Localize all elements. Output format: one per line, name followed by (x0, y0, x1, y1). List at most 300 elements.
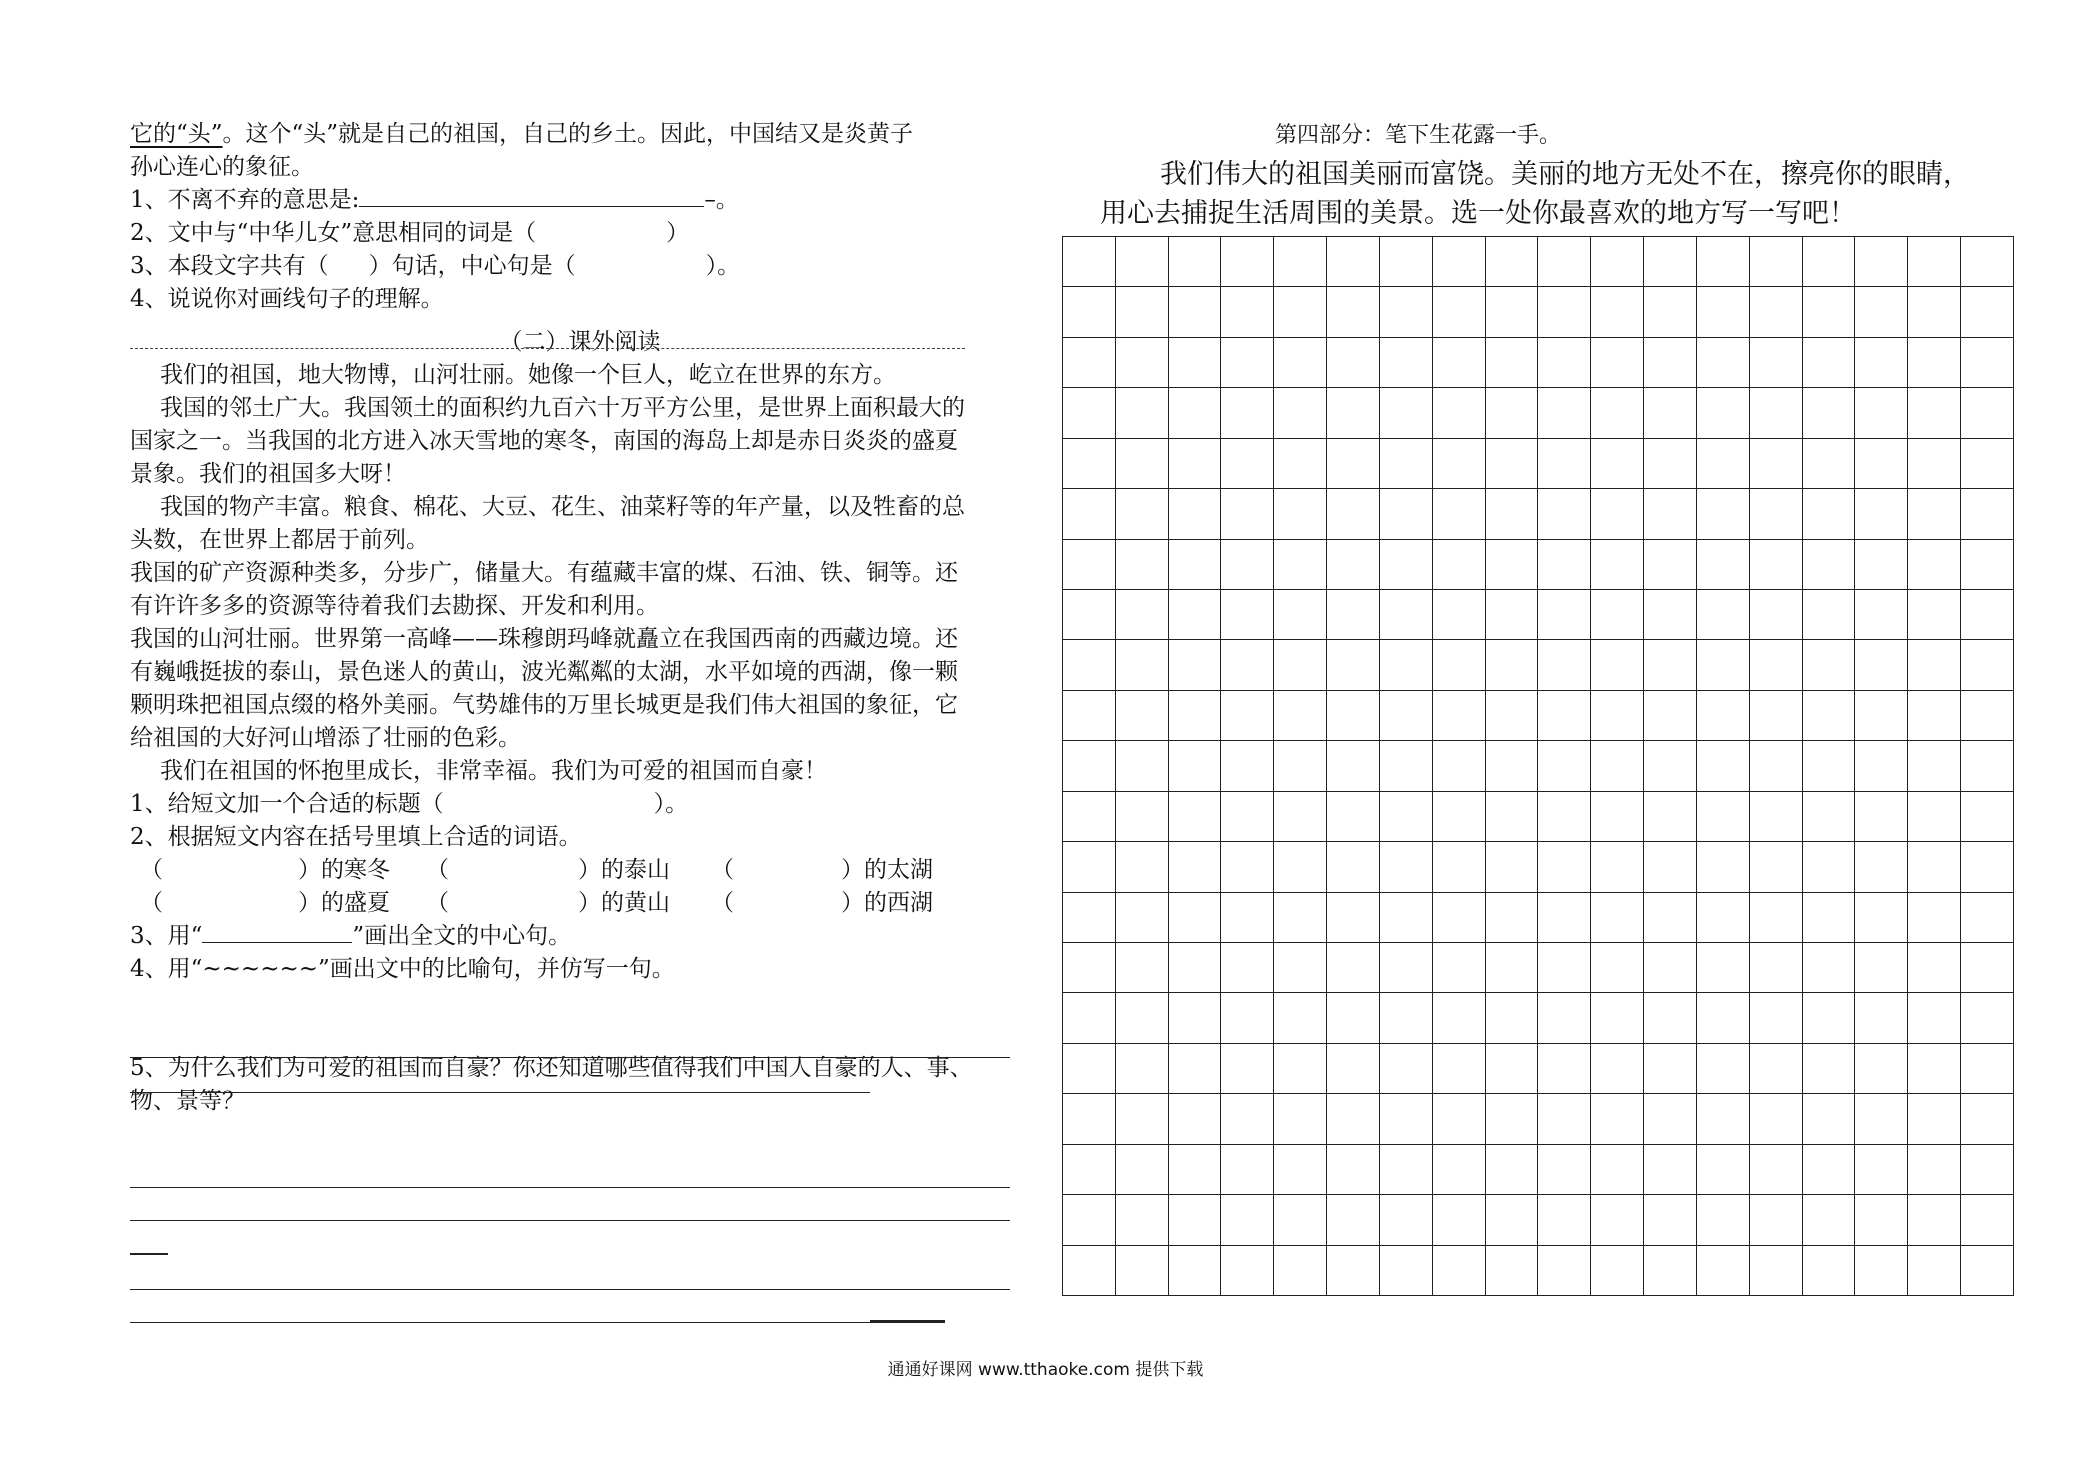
grid-cell[interactable] (1961, 741, 2014, 791)
grid-cell[interactable] (1169, 640, 1222, 690)
grid-cell[interactable] (1116, 287, 1169, 337)
grid-cell[interactable] (1116, 489, 1169, 539)
grid-cell[interactable] (1538, 943, 1591, 993)
grid-cell[interactable] (1116, 993, 1169, 1043)
grid-cell[interactable] (1803, 842, 1856, 892)
grid-cell[interactable] (1116, 1094, 1169, 1144)
grid-cell[interactable] (1327, 1044, 1380, 1094)
grid-cell[interactable] (1803, 237, 1856, 287)
grid-cell[interactable] (1961, 893, 2014, 943)
grid-cell[interactable] (1644, 439, 1697, 489)
grid-cell[interactable] (1274, 237, 1327, 287)
grid-cell[interactable] (1803, 1246, 1856, 1296)
grid-cell[interactable] (1644, 590, 1697, 640)
grid-cell[interactable] (1644, 287, 1697, 337)
grid-cell[interactable] (1803, 792, 1856, 842)
grid-cell[interactable] (1750, 842, 1803, 892)
grid-cell[interactable] (1169, 993, 1222, 1043)
grid-cell[interactable] (1486, 943, 1539, 993)
grid-cell[interactable] (1803, 439, 1856, 489)
grid-cell[interactable] (1327, 540, 1380, 590)
grid-cell[interactable] (1697, 1195, 1750, 1245)
grid-cell[interactable] (1274, 741, 1327, 791)
grid-cell[interactable] (1803, 1094, 1856, 1144)
answer-line[interactable] (130, 1289, 1010, 1290)
grid-cell[interactable] (1433, 287, 1486, 337)
grid-cell[interactable] (1327, 893, 1380, 943)
grid-cell[interactable] (1274, 489, 1327, 539)
grid-cell[interactable] (1538, 237, 1591, 287)
grid-cell[interactable] (1221, 1195, 1274, 1245)
grid-cell[interactable] (1591, 540, 1644, 590)
writing-grid[interactable] (1062, 236, 2014, 1296)
grid-cell[interactable] (1538, 993, 1591, 1043)
grid-cell[interactable] (1486, 640, 1539, 690)
grid-cell[interactable] (1380, 1094, 1433, 1144)
grid-cell[interactable] (1274, 691, 1327, 741)
grid-cell[interactable] (1486, 590, 1539, 640)
grid-cell[interactable] (1750, 691, 1803, 741)
grid-cell[interactable] (1750, 943, 1803, 993)
grid-cell[interactable] (1591, 1145, 1644, 1195)
grid-cell[interactable] (1116, 338, 1169, 388)
grid-cell[interactable] (1327, 842, 1380, 892)
grid-cell[interactable] (1221, 439, 1274, 489)
grid-cell[interactable] (1486, 792, 1539, 842)
grid-cell[interactable] (1433, 842, 1486, 892)
grid-cell[interactable] (1274, 1195, 1327, 1245)
grid-cell[interactable] (1961, 287, 2014, 337)
grid-cell[interactable] (1169, 1195, 1222, 1245)
grid-cell[interactable] (1380, 237, 1433, 287)
grid-cell[interactable] (1644, 1246, 1697, 1296)
grid-cell[interactable] (1274, 388, 1327, 438)
grid-cell[interactable] (1327, 590, 1380, 640)
grid-cell[interactable] (1433, 489, 1486, 539)
grid-cell[interactable] (1803, 1195, 1856, 1245)
grid-cell[interactable] (1697, 792, 1750, 842)
grid-cell[interactable] (1538, 287, 1591, 337)
grid-cell[interactable] (1274, 1094, 1327, 1144)
grid-cell[interactable] (1116, 1044, 1169, 1094)
grid-cell[interactable] (1697, 237, 1750, 287)
grid-cell[interactable] (1327, 1246, 1380, 1296)
grid-cell[interactable] (1327, 993, 1380, 1043)
grid-cell[interactable] (1855, 993, 1908, 1043)
grid-cell[interactable] (1486, 439, 1539, 489)
grid-cell[interactable] (1908, 1195, 1961, 1245)
grid-cell[interactable] (1750, 993, 1803, 1043)
grid-cell[interactable] (1697, 489, 1750, 539)
grid-cell[interactable] (1486, 287, 1539, 337)
grid-cell[interactable] (1063, 1246, 1116, 1296)
grid-cell[interactable] (1697, 1145, 1750, 1195)
grid-cell[interactable] (1486, 1044, 1539, 1094)
grid-cell[interactable] (1221, 540, 1274, 590)
grid-cell[interactable] (1750, 792, 1803, 842)
grid-cell[interactable] (1855, 943, 1908, 993)
grid-cell[interactable] (1486, 489, 1539, 539)
answer-line[interactable] (130, 1187, 1010, 1188)
grid-cell[interactable] (1380, 993, 1433, 1043)
grid-cell[interactable] (1433, 640, 1486, 690)
grid-cell[interactable] (1961, 439, 2014, 489)
grid-cell[interactable] (1961, 590, 2014, 640)
grid-cell[interactable] (1908, 338, 1961, 388)
answer-line[interactable] (130, 348, 965, 349)
grid-cell[interactable] (1591, 338, 1644, 388)
grid-cell[interactable] (1274, 1044, 1327, 1094)
grid-cell[interactable] (1063, 439, 1116, 489)
grid-cell[interactable] (1380, 388, 1433, 438)
grid-cell[interactable] (1169, 388, 1222, 438)
grid-cell[interactable] (1486, 1246, 1539, 1296)
grid-cell[interactable] (1486, 338, 1539, 388)
grid-cell[interactable] (1591, 590, 1644, 640)
grid-cell[interactable] (1803, 1044, 1856, 1094)
grid-cell[interactable] (1274, 1246, 1327, 1296)
grid-cell[interactable] (1380, 691, 1433, 741)
grid-cell[interactable] (1169, 943, 1222, 993)
grid-cell[interactable] (1169, 1044, 1222, 1094)
grid-cell[interactable] (1697, 540, 1750, 590)
grid-cell[interactable] (1327, 1145, 1380, 1195)
grid-cell[interactable] (1591, 489, 1644, 539)
grid-cell[interactable] (1063, 338, 1116, 388)
grid-cell[interactable] (1169, 1094, 1222, 1144)
grid-cell[interactable] (1063, 489, 1116, 539)
grid-cell[interactable] (1380, 1044, 1433, 1094)
grid-cell[interactable] (1486, 1145, 1539, 1195)
grid-cell[interactable] (1116, 943, 1169, 993)
grid-cell[interactable] (1697, 993, 1750, 1043)
grid-cell[interactable] (1169, 540, 1222, 590)
answer-line[interactable] (130, 1057, 1010, 1058)
grid-cell[interactable] (1697, 943, 1750, 993)
grid-cell[interactable] (1380, 842, 1433, 892)
grid-cell[interactable] (1961, 237, 2014, 287)
grid-cell[interactable] (1063, 388, 1116, 438)
grid-cell[interactable] (1274, 792, 1327, 842)
grid-cell[interactable] (1380, 640, 1433, 690)
grid-cell[interactable] (1697, 287, 1750, 337)
grid-cell[interactable] (1750, 1094, 1803, 1144)
grid-cell[interactable] (1750, 1044, 1803, 1094)
grid-cell[interactable] (1063, 1094, 1116, 1144)
grid-cell[interactable] (1644, 741, 1697, 791)
grid-cell[interactable] (1063, 1195, 1116, 1245)
grid-cell[interactable] (1908, 792, 1961, 842)
grid-cell[interactable] (1908, 1246, 1961, 1296)
grid-cell[interactable] (1433, 993, 1486, 1043)
grid-cell[interactable] (1644, 1044, 1697, 1094)
grid-cell[interactable] (1750, 237, 1803, 287)
grid-cell[interactable] (1961, 1044, 2014, 1094)
grid-cell[interactable] (1538, 842, 1591, 892)
grid-cell[interactable] (1697, 893, 1750, 943)
grid-cell[interactable] (1486, 388, 1539, 438)
grid-cell[interactable] (1538, 1094, 1591, 1144)
grid-cell[interactable] (1380, 741, 1433, 791)
grid-cell[interactable] (1750, 540, 1803, 590)
grid-cell[interactable] (1750, 489, 1803, 539)
grid-cell[interactable] (1433, 741, 1486, 791)
grid-cell[interactable] (1908, 1044, 1961, 1094)
grid-cell[interactable] (1169, 590, 1222, 640)
grid-cell[interactable] (1803, 590, 1856, 640)
grid-cell[interactable] (1908, 842, 1961, 892)
grid-cell[interactable] (1644, 540, 1697, 590)
grid-cell[interactable] (1433, 1195, 1486, 1245)
grid-cell[interactable] (1116, 893, 1169, 943)
answer-line[interactable] (130, 1253, 168, 1255)
grid-cell[interactable] (1221, 691, 1274, 741)
grid-cell[interactable] (1116, 792, 1169, 842)
grid-cell[interactable] (1591, 1044, 1644, 1094)
grid-cell[interactable] (1063, 792, 1116, 842)
grid-cell[interactable] (1591, 1094, 1644, 1144)
grid-cell[interactable] (1538, 741, 1591, 791)
grid-cell[interactable] (1538, 439, 1591, 489)
grid-cell[interactable] (1221, 1044, 1274, 1094)
grid-cell[interactable] (1803, 691, 1856, 741)
grid-cell[interactable] (1855, 842, 1908, 892)
grid-cell[interactable] (1538, 691, 1591, 741)
grid-cell[interactable] (1750, 287, 1803, 337)
answer-line[interactable] (130, 1220, 1010, 1221)
grid-cell[interactable] (1908, 540, 1961, 590)
grid-cell[interactable] (1380, 943, 1433, 993)
grid-cell[interactable] (1591, 691, 1644, 741)
grid-cell[interactable] (1803, 489, 1856, 539)
grid-cell[interactable] (1433, 439, 1486, 489)
grid-cell[interactable] (1327, 792, 1380, 842)
grid-cell[interactable] (1855, 1195, 1908, 1245)
grid-cell[interactable] (1591, 943, 1644, 993)
grid-cell[interactable] (1221, 1246, 1274, 1296)
grid-cell[interactable] (1221, 893, 1274, 943)
grid-cell[interactable] (1221, 1145, 1274, 1195)
grid-cell[interactable] (1433, 237, 1486, 287)
grid-cell[interactable] (1961, 691, 2014, 741)
grid-cell[interactable] (1908, 237, 1961, 287)
grid-cell[interactable] (1803, 540, 1856, 590)
grid-cell[interactable] (1591, 741, 1644, 791)
grid-cell[interactable] (1697, 388, 1750, 438)
grid-cell[interactable] (1697, 1044, 1750, 1094)
grid-cell[interactable] (1169, 691, 1222, 741)
grid-cell[interactable] (1538, 792, 1591, 842)
grid-cell[interactable] (1380, 287, 1433, 337)
grid-cell[interactable] (1697, 640, 1750, 690)
grid-cell[interactable] (1538, 893, 1591, 943)
grid-cell[interactable] (1855, 640, 1908, 690)
grid-cell[interactable] (1063, 237, 1116, 287)
grid-cell[interactable] (1274, 1145, 1327, 1195)
grid-cell[interactable] (1538, 1044, 1591, 1094)
grid-cell[interactable] (1591, 893, 1644, 943)
grid-cell[interactable] (1538, 388, 1591, 438)
grid-cell[interactable] (1538, 1145, 1591, 1195)
grid-cell[interactable] (1750, 439, 1803, 489)
grid-cell[interactable] (1380, 590, 1433, 640)
grid-cell[interactable] (1908, 893, 1961, 943)
grid-cell[interactable] (1803, 640, 1856, 690)
grid-cell[interactable] (1169, 741, 1222, 791)
grid-cell[interactable] (1433, 1145, 1486, 1195)
grid-cell[interactable] (1591, 439, 1644, 489)
grid-cell[interactable] (1961, 1094, 2014, 1144)
grid-cell[interactable] (1855, 1145, 1908, 1195)
grid-cell[interactable] (1908, 993, 1961, 1043)
grid-cell[interactable] (1274, 338, 1327, 388)
grid-cell[interactable] (1644, 1094, 1697, 1144)
grid-cell[interactable] (1855, 1094, 1908, 1144)
grid-cell[interactable] (1591, 640, 1644, 690)
grid-cell[interactable] (1961, 1145, 2014, 1195)
grid-cell[interactable] (1116, 237, 1169, 287)
grid-cell[interactable] (1169, 489, 1222, 539)
grid-cell[interactable] (1644, 691, 1697, 741)
grid-cell[interactable] (1908, 943, 1961, 993)
grid-cell[interactable] (1644, 993, 1697, 1043)
grid-cell[interactable] (1063, 691, 1116, 741)
grid-cell[interactable] (1274, 439, 1327, 489)
grid-cell[interactable] (1327, 338, 1380, 388)
grid-cell[interactable] (1433, 1044, 1486, 1094)
grid-cell[interactable] (1116, 388, 1169, 438)
grid-cell[interactable] (1327, 943, 1380, 993)
answer-blank[interactable] (359, 186, 704, 207)
grid-cell[interactable] (1486, 237, 1539, 287)
grid-cell[interactable] (1380, 489, 1433, 539)
grid-cell[interactable] (1855, 439, 1908, 489)
grid-cell[interactable] (1961, 640, 2014, 690)
grid-cell[interactable] (1169, 338, 1222, 388)
grid-cell[interactable] (1380, 893, 1433, 943)
grid-cell[interactable] (1274, 993, 1327, 1043)
grid-cell[interactable] (1380, 1145, 1433, 1195)
answer-line[interactable] (130, 1092, 870, 1093)
grid-cell[interactable] (1961, 842, 2014, 892)
grid-cell[interactable] (1591, 792, 1644, 842)
grid-cell[interactable] (1591, 993, 1644, 1043)
grid-cell[interactable] (1433, 540, 1486, 590)
grid-cell[interactable] (1486, 893, 1539, 943)
grid-cell[interactable] (1697, 691, 1750, 741)
grid-cell[interactable] (1433, 893, 1486, 943)
grid-cell[interactable] (1803, 943, 1856, 993)
grid-cell[interactable] (1644, 893, 1697, 943)
grid-cell[interactable] (1908, 1094, 1961, 1144)
grid-cell[interactable] (1116, 741, 1169, 791)
grid-cell[interactable] (1169, 1246, 1222, 1296)
grid-cell[interactable] (1116, 1145, 1169, 1195)
grid-cell[interactable] (1750, 1145, 1803, 1195)
grid-cell[interactable] (1433, 338, 1486, 388)
grid-cell[interactable] (1221, 741, 1274, 791)
grid-cell[interactable] (1274, 540, 1327, 590)
grid-cell[interactable] (1221, 842, 1274, 892)
grid-cell[interactable] (1855, 489, 1908, 539)
grid-cell[interactable] (1221, 943, 1274, 993)
grid-cell[interactable] (1116, 640, 1169, 690)
grid-cell[interactable] (1961, 489, 2014, 539)
grid-cell[interactable] (1327, 237, 1380, 287)
grid-cell[interactable] (1855, 540, 1908, 590)
grid-cell[interactable] (1221, 237, 1274, 287)
grid-cell[interactable] (1221, 489, 1274, 539)
grid-cell[interactable] (1803, 993, 1856, 1043)
grid-cell[interactable] (1116, 590, 1169, 640)
grid-cell[interactable] (1697, 842, 1750, 892)
grid-cell[interactable] (1803, 388, 1856, 438)
grid-cell[interactable] (1327, 1094, 1380, 1144)
grid-cell[interactable] (1221, 640, 1274, 690)
grid-cell[interactable] (1644, 1145, 1697, 1195)
grid-cell[interactable] (1908, 489, 1961, 539)
grid-cell[interactable] (1274, 590, 1327, 640)
grid-cell[interactable] (1855, 287, 1908, 337)
grid-cell[interactable] (1433, 943, 1486, 993)
grid-cell[interactable] (1327, 1195, 1380, 1245)
grid-cell[interactable] (1274, 842, 1327, 892)
grid-cell[interactable] (1961, 388, 2014, 438)
grid-cell[interactable] (1697, 590, 1750, 640)
grid-cell[interactable] (1169, 287, 1222, 337)
grid-cell[interactable] (1327, 388, 1380, 438)
grid-cell[interactable] (1855, 1044, 1908, 1094)
grid-cell[interactable] (1855, 691, 1908, 741)
grid-cell[interactable] (1591, 1195, 1644, 1245)
grid-cell[interactable] (1538, 489, 1591, 539)
grid-cell[interactable] (1750, 1246, 1803, 1296)
grid-cell[interactable] (1538, 338, 1591, 388)
grid-cell[interactable] (1380, 1195, 1433, 1245)
answer-line[interactable] (130, 1322, 945, 1323)
grid-cell[interactable] (1591, 842, 1644, 892)
grid-cell[interactable] (1591, 287, 1644, 337)
grid-cell[interactable] (1908, 439, 1961, 489)
grid-cell[interactable] (1169, 237, 1222, 287)
grid-cell[interactable] (1803, 893, 1856, 943)
grid-cell[interactable] (1169, 1145, 1222, 1195)
grid-cell[interactable] (1855, 237, 1908, 287)
grid-cell[interactable] (1644, 489, 1697, 539)
grid-cell[interactable] (1961, 993, 2014, 1043)
grid-cell[interactable] (1380, 338, 1433, 388)
grid-cell[interactable] (1380, 439, 1433, 489)
grid-cell[interactable] (1855, 741, 1908, 791)
grid-cell[interactable] (1063, 741, 1116, 791)
grid-cell[interactable] (1855, 893, 1908, 943)
grid-cell[interactable] (1486, 540, 1539, 590)
grid-cell[interactable] (1908, 741, 1961, 791)
grid-cell[interactable] (1063, 590, 1116, 640)
grid-cell[interactable] (1063, 842, 1116, 892)
grid-cell[interactable] (1750, 893, 1803, 943)
grid-cell[interactable] (1486, 691, 1539, 741)
grid-cell[interactable] (1908, 640, 1961, 690)
grid-cell[interactable] (1380, 1246, 1433, 1296)
grid-cell[interactable] (1169, 893, 1222, 943)
grid-cell[interactable] (1433, 388, 1486, 438)
grid-cell[interactable] (1169, 792, 1222, 842)
grid-cell[interactable] (1327, 287, 1380, 337)
grid-cell[interactable] (1538, 590, 1591, 640)
grid-cell[interactable] (1327, 691, 1380, 741)
grid-cell[interactable] (1274, 640, 1327, 690)
